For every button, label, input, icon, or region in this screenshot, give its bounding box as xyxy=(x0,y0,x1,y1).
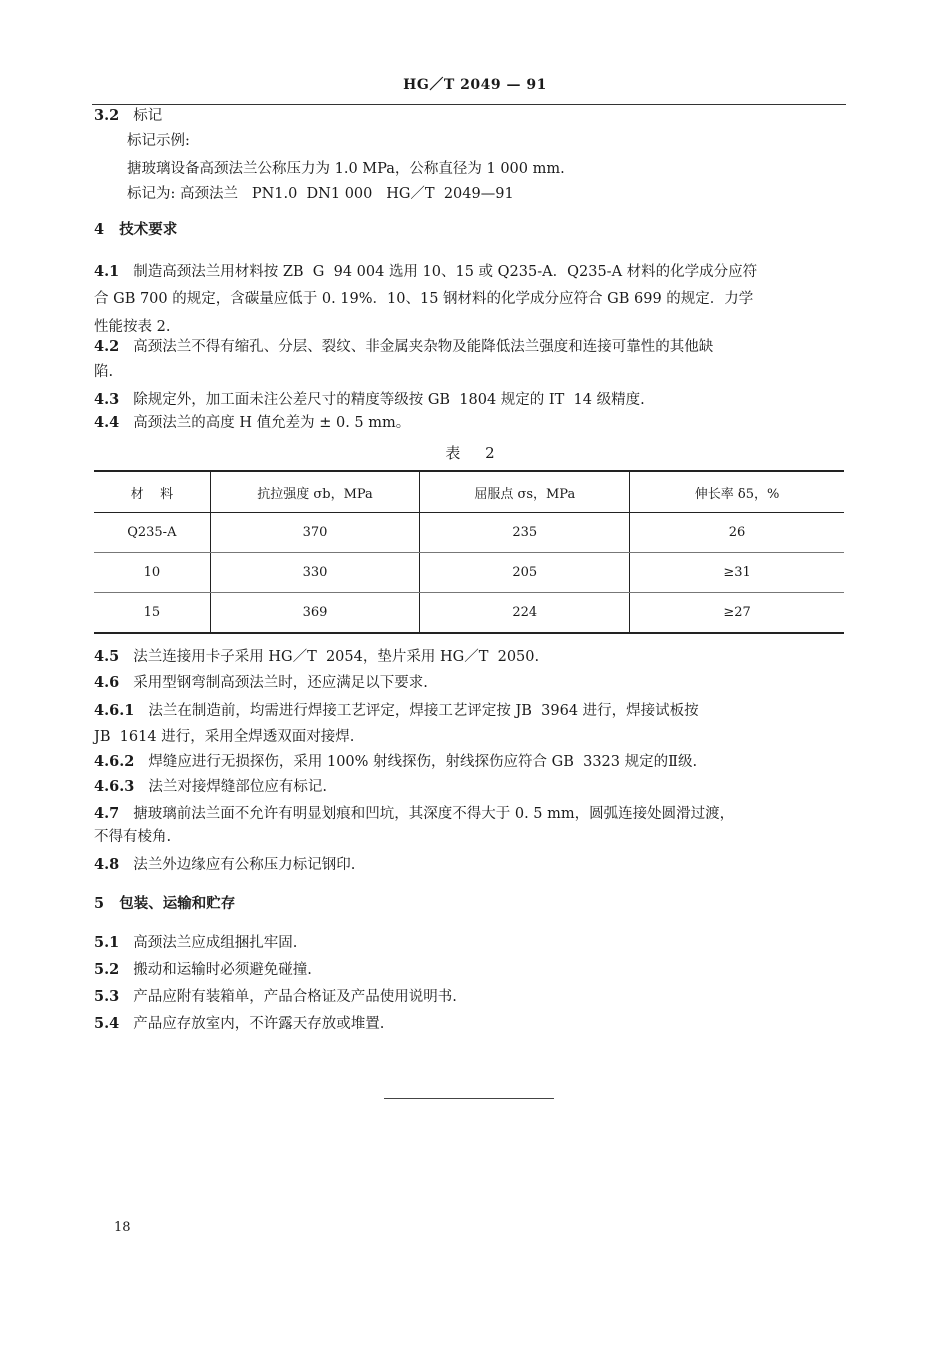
clause-4-1-line-3: 性能按表 2. xyxy=(94,319,171,335)
clause-text: 法兰对接焊缝部位应有标记. xyxy=(148,779,327,795)
clause-number: 4.5 xyxy=(94,648,120,665)
clause-text: 产品应附有装箱单，产品合格证及产品使用说明书. xyxy=(133,989,457,1005)
table-cell: ≥27 xyxy=(630,593,844,634)
clause-5-1 xyxy=(94,933,297,953)
clause-number: 5.4 xyxy=(94,1015,120,1032)
clause-4-2-line-1 xyxy=(94,337,713,357)
marking-value: 高颈法兰 PN1.0 DN1 000 HG／T 2049—91 xyxy=(180,186,514,202)
clause-number: 4.3 xyxy=(94,391,120,408)
clause-text: 除规定外，加工面未注公差尺寸的精度等级按 GB 1804 规定的 IT 14 级精度. xyxy=(133,392,645,408)
mechanical-properties-table xyxy=(94,470,844,634)
header-rule xyxy=(92,104,846,105)
table-cell: 330 xyxy=(210,553,420,593)
clause-number: 4.6.2 xyxy=(94,753,135,770)
table-cell: 235 xyxy=(420,513,630,553)
page-header-standard-number: HG／T 2049 — 91 xyxy=(403,77,547,93)
clause-text: 采用型钢弯制高颈法兰时，还应满足以下要求. xyxy=(133,675,428,691)
column-header-elongation: 伸长率 δ5，% xyxy=(630,471,844,513)
table-cell: 369 xyxy=(210,593,420,634)
clause-text: 法兰外边缘应有公称压力标记钢印. xyxy=(133,857,356,873)
table-cell: 370 xyxy=(210,513,420,553)
section-5-heading: 5 包装、运输和贮存 xyxy=(94,895,236,912)
clause-number: 4.6.1 xyxy=(94,702,135,719)
clause-text: 制造高颈法兰用材料按 ZB G 94 004 选用 10、15 或 Q235-A．Q235-A 材料的化学成分应符 xyxy=(133,264,758,280)
table-cell: Q235-A xyxy=(94,513,210,553)
clause-4-7-line-2: 不得有棱角. xyxy=(94,829,172,845)
clause-text: 高颈法兰应成组捆扎牢固. xyxy=(133,935,298,951)
clause-4-5 xyxy=(94,647,539,667)
clause-number: 4.7 xyxy=(94,805,120,822)
table-row xyxy=(94,553,844,593)
clause-5-2 xyxy=(94,960,312,980)
column-header-tensile-strength: 抗拉强度 σb，MPa xyxy=(210,471,420,513)
clause-text: 焊缝应进行无损探伤，采用 100% 射线探伤，射线探伤应符合 GB 3323 规定的Ⅱ级. xyxy=(148,754,698,770)
clause-number: 4.2 xyxy=(94,338,120,355)
table-cell: 15 xyxy=(94,593,210,634)
clause-text: 法兰在制造前，均需进行焊接工艺评定，焊接工艺评定按 JB 3964 进行，焊接试板按 xyxy=(148,703,699,719)
clause-text: 产品应存放室内，不许露天存放或堆置. xyxy=(133,1016,385,1032)
column-header-material: 材 料 xyxy=(94,471,210,513)
clause-number: 4.4 xyxy=(94,414,120,431)
clause-number: 4.8 xyxy=(94,856,120,873)
section-3-2-heading xyxy=(94,106,162,126)
clause-number: 4.6 xyxy=(94,674,120,691)
clause-4-8 xyxy=(94,855,355,875)
clause-number: 5.3 xyxy=(94,988,120,1005)
column-header-yield-point: 屈服点 σs，MPa xyxy=(420,471,630,513)
clause-text: 高颈法兰的高度 H 值允差为 ± 0. 5 mm。 xyxy=(133,415,411,431)
clause-5-4 xyxy=(94,1014,384,1034)
clause-number: 5.1 xyxy=(94,934,120,951)
table-cell: 26 xyxy=(630,513,844,553)
end-of-document-rule xyxy=(384,1098,554,1099)
clause-4-6-3 xyxy=(94,777,327,797)
table-header-row xyxy=(94,471,844,513)
clause-4-2-line-2: 陷. xyxy=(94,364,114,380)
clause-4-6-2 xyxy=(94,752,697,772)
clause-4-1-line-1 xyxy=(94,262,757,282)
section-title: 标记 xyxy=(133,108,163,124)
page-number: 18 xyxy=(114,1220,131,1235)
clause-4-4 xyxy=(94,413,410,433)
table-cell: 224 xyxy=(420,593,630,634)
clause-text: 搪玻璃前法兰面不允许有明显划痕和凹坑，其深度不得大于 0. 5 mm，圆弧连接处圆滑过渡， xyxy=(133,806,735,822)
marking-value-line xyxy=(127,184,514,204)
clause-4-6-1-line-1 xyxy=(94,701,699,721)
section-number: 3.2 xyxy=(94,107,120,124)
clause-number: 4.1 xyxy=(94,263,120,280)
table-cell: 10 xyxy=(94,553,210,593)
clause-4-7-line-1 xyxy=(94,804,734,824)
table-caption: 表 2 xyxy=(445,444,505,462)
section-4-heading: 4 技术要求 xyxy=(94,221,178,238)
table-cell: ≥31 xyxy=(630,553,844,593)
clause-text: 高颈法兰不得有缩孔、分层、裂纹、非金属夹杂物及能降低法兰强度和连接可靠性的其他缺 xyxy=(133,339,714,355)
table-cell: 205 xyxy=(420,553,630,593)
table-row xyxy=(94,593,844,634)
marking-example-label: 标记示例: xyxy=(127,133,190,149)
clause-4-1-line-2: 合 GB 700 的规定，含碳量应低于 0. 19%．10、15 钢材料的化学成分应符合 GB 699 的规定．力学 xyxy=(94,291,754,307)
clause-text: 搬动和运输时必须避免碰撞. xyxy=(133,962,312,978)
clause-4-6 xyxy=(94,673,428,693)
clause-4-6-1-line-2: JB 1614 进行，采用全焊透双面对接焊. xyxy=(94,729,355,745)
marking-label: 标记为: xyxy=(127,186,176,202)
table-row xyxy=(94,513,844,553)
clause-5-3 xyxy=(94,987,457,1007)
marking-example-text: 搪玻璃设备高颈法兰公称压力为 1.0 MPa，公称直径为 1 000 mm. xyxy=(127,161,565,177)
clause-text: 法兰连接用卡子采用 HG／T 2054，垫片采用 HG／T 2050. xyxy=(133,649,540,665)
clause-4-3 xyxy=(94,390,645,410)
clause-number: 4.6.3 xyxy=(94,778,135,795)
clause-number: 5.2 xyxy=(94,961,120,978)
